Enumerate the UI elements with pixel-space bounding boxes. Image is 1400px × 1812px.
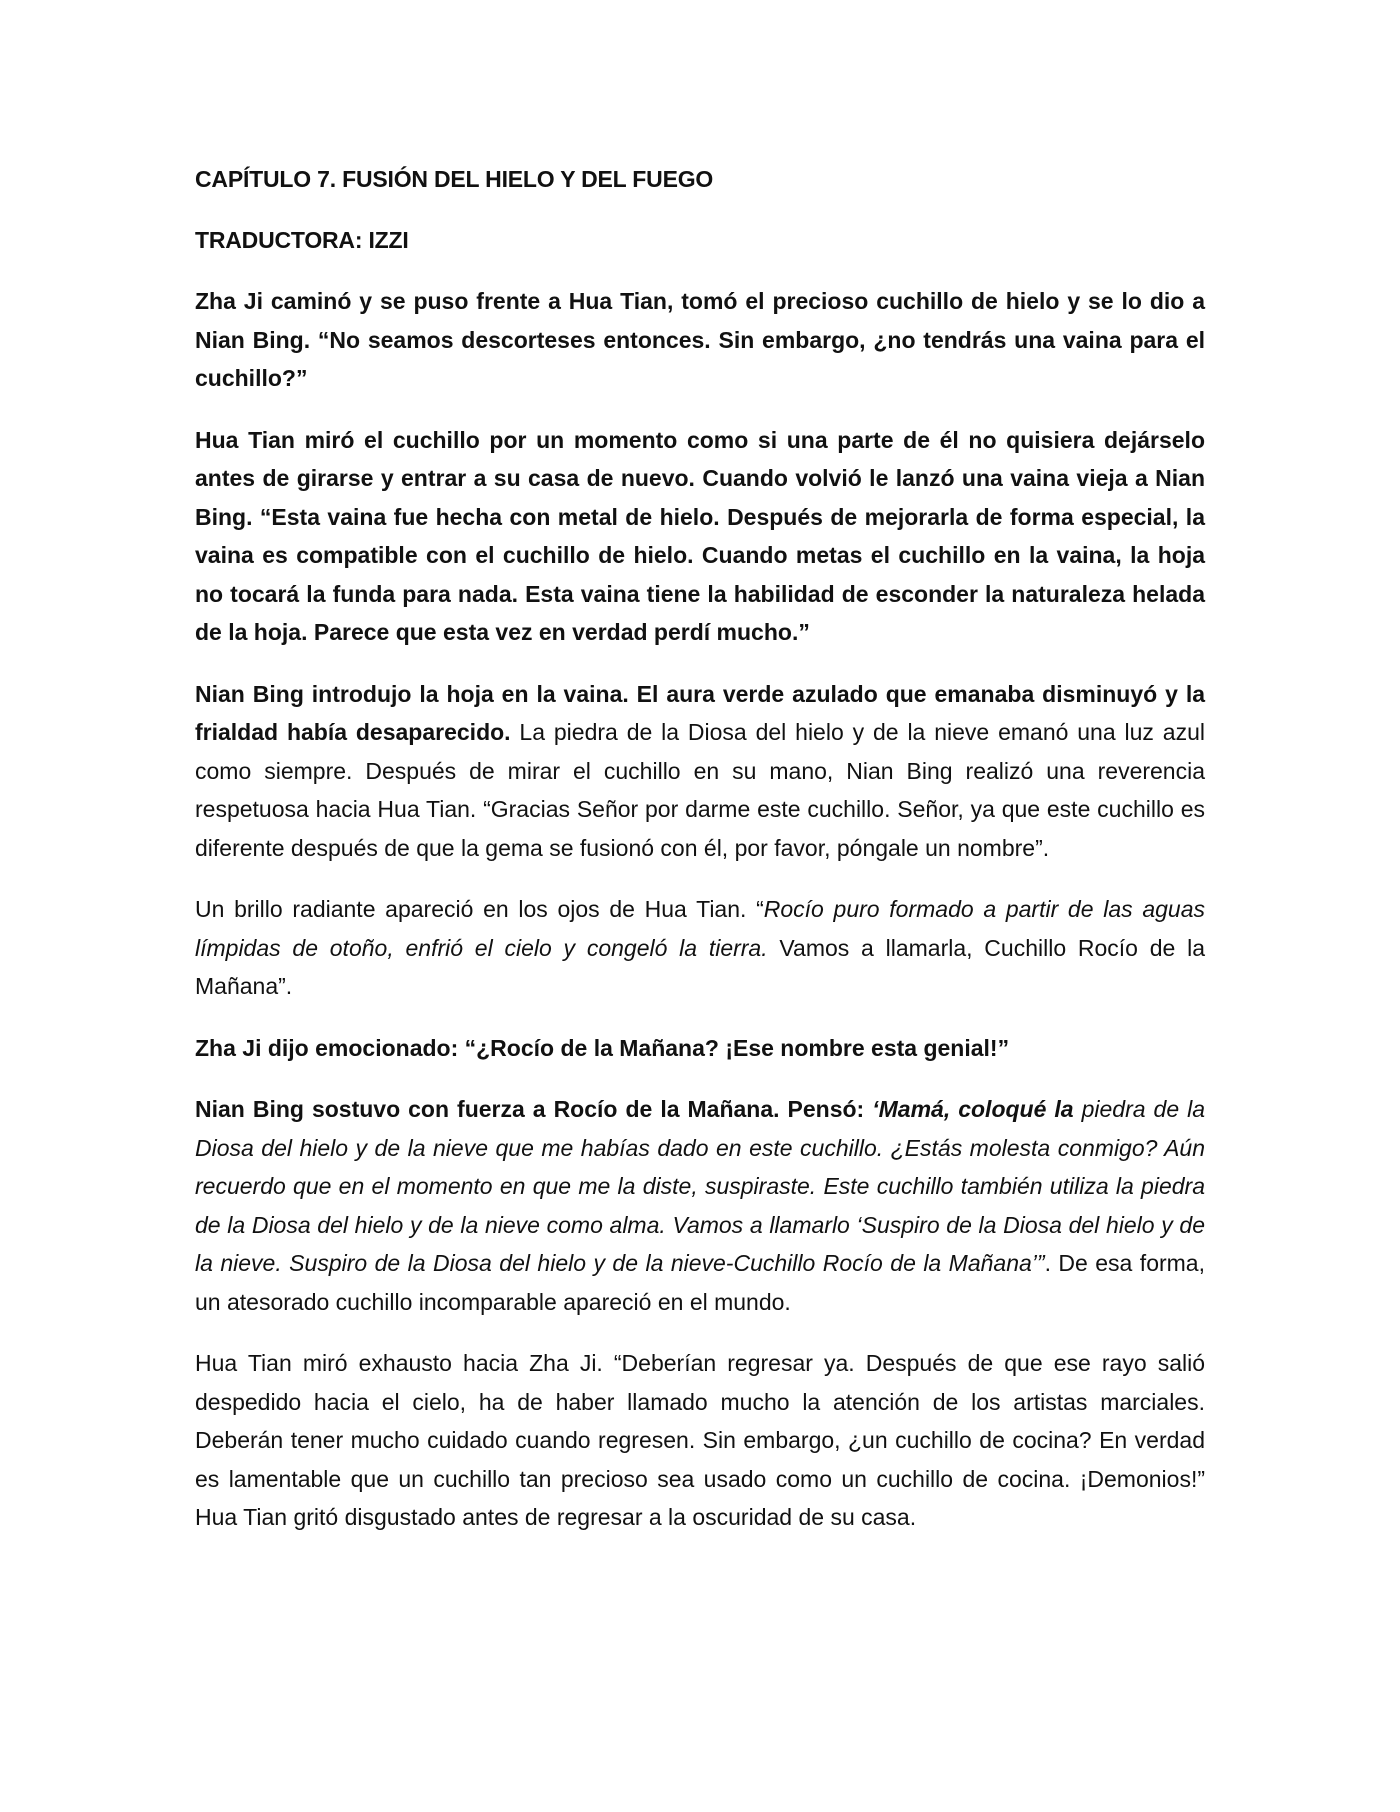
paragraph-4-italic-segment: Rocío puro formado a partir de las aguas límpidas de otoño, enfrió el cielo y congeló la tierra.	[195, 896, 1205, 961]
paragraph-4	[195, 890, 1205, 1006]
paragraph-4-normal-segment-b: Vamos a llamarla, Cuchillo Rocío de la Mañana”.	[195, 934, 1205, 999]
paragraph-3	[195, 675, 1205, 868]
paragraph-5: Zha Ji dijo emocionado: “¿Rocío de la Mañana? ¡Ese nombre esta genial!”	[195, 1034, 1010, 1061]
paragraph-6-bold-segment: Nian Bing sostuvo con fuerza a Rocío de la Mañana. Pensó:	[195, 1096, 873, 1122]
paragraph-6-normal-segment: . De esa forma, un atesorado cuchillo incomparable apareció en el mundo.	[195, 1250, 1205, 1315]
paragraph-6-bold-italic-segment: ‘Mamá, coloqué la	[872, 1096, 1074, 1122]
paragraph-3-normal-segment: La piedra de la Diosa del hielo y de la nieve emanó una luz azul como siempre. Después de mirar el cuchillo en su mano, Nian Bing realizó una reverencia respetuosa hacia Hua Tian. “Gracias Señor por darme este cuchillo. Señor, ya que este cuchillo es diferente después de que la gema se fusionó con él, por favor, póngale un nombre”.	[195, 719, 1205, 861]
paragraph-1: Zha Ji caminó y se puso frente a Hua Tian, tomó el precioso cuchillo de hielo y se lo dio a Nian Bing. “No seamos descorteses entonces. Sin embargo, ¿no tendrás una vaina para el cuchillo?”	[195, 288, 1205, 391]
paragraph-7: Hua Tian miró exhausto hacia Zha Ji. “Deberían regresar ya. Después de que ese rayo salió despedido hacia el cielo, ha de haber llamado mucho la atención de los artistas marciales. Deberán tener mucho cuidado cuando regresen. Sin embargo, ¿un cuchillo de cocina? En verdad es lamentable que un cuchillo tan precioso sea usado como un cuchillo de cocina. ¡Demonios!” Hua Tian gritó disgustado antes de regresar a la oscuridad de su casa.	[195, 1350, 1205, 1530]
document-body	[195, 160, 1205, 1560]
paragraph-2: Hua Tian miró el cuchillo por un momento como si una parte de él no quisiera dejárselo antes de girarse y entrar a su casa de nuevo. Cuando volvió le lanzó una vaina vieja a Nian Bing. “Esta vaina fue hecha con metal de hielo. Después de mejorarla de forma especial, la vaina es compatible con el cuchillo de hielo. Cuando metas el cuchillo en la vaina, la hoja no tocará la funda para nada. Esta vaina tiene la habilidad de esconder la naturaleza helada de la hoja. Parece que esta vez en verdad perdí mucho.”	[195, 426, 1205, 645]
paragraph-6-italic-segment: piedra de la Diosa del hielo y de la nieve que me habías dado en este cuchillo. ¿Estás molesta conmigo? Aún recuerdo que en el momento en que me la diste, suspiraste. Este cuchillo también utiliza la piedra de la Diosa del hielo y de la nieve como alma. Vamos a llamarlo ‘Suspiro de la Diosa del hielo y de la nieve. Suspiro de la Diosa del hielo y de la nieve-Cuchillo Rocío de la Mañana’”	[195, 1096, 1206, 1276]
chapter-title: CAPÍTULO 7. FUSIÓN DEL HIELO Y DEL FUEGO	[195, 166, 714, 192]
paragraph-3-bold-segment: Nian Bing introdujo la hoja en la vaina. El aura verde azulado que emanaba disminuyó y la frialdad había desaparecido.	[195, 680, 1205, 745]
translator-credit: TRADUCTORA: IZZI	[195, 227, 409, 253]
paragraph-6	[195, 1090, 1205, 1321]
paragraph-4-normal-segment-a: Un brillo radiante apareció en los ojos de Hua Tian. “	[195, 896, 764, 922]
